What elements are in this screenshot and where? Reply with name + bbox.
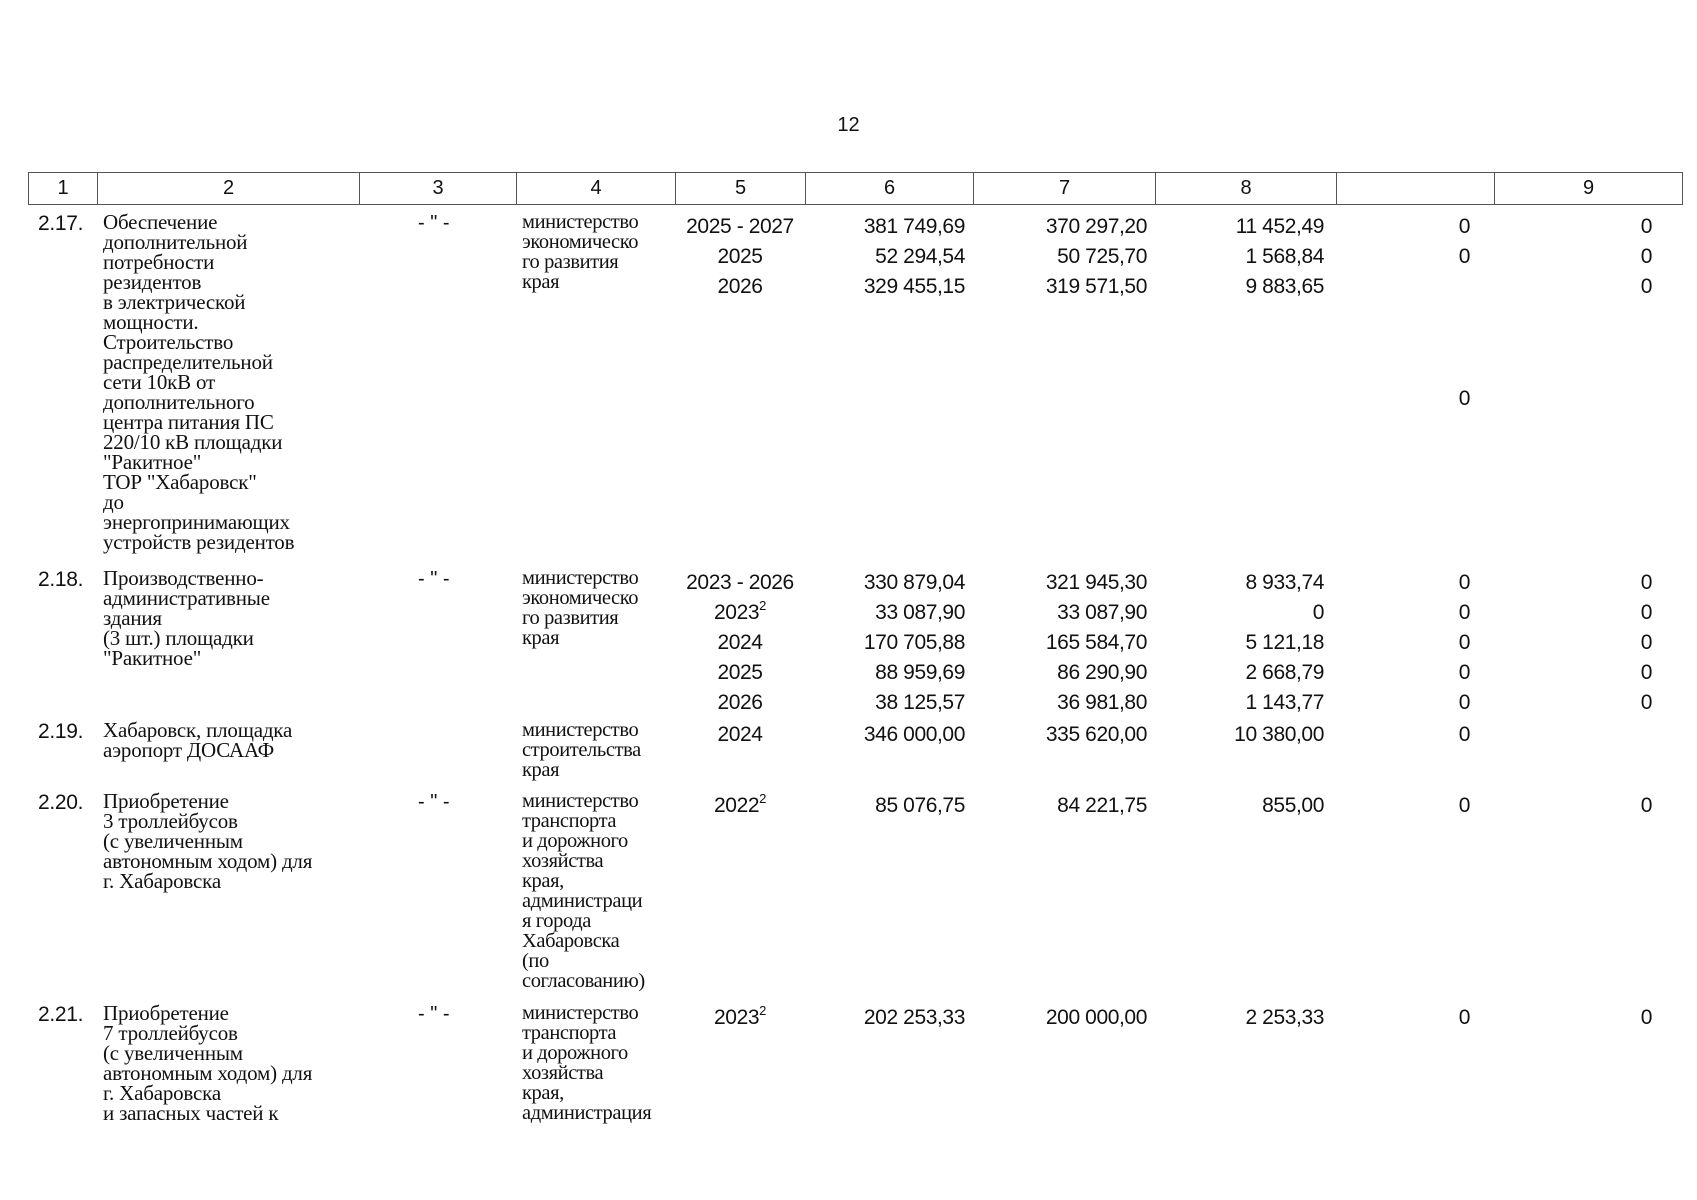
header-cell: 6 — [806, 173, 974, 205]
local-amount: 0 — [1458, 215, 1470, 238]
local-amount — [1340, 332, 1470, 362]
regional-amount: 11 452,49 — [1235, 215, 1324, 238]
year-value — [680, 791, 800, 821]
local-amount-column — [1340, 720, 1470, 750]
local-amount: 0 — [1458, 601, 1470, 624]
regional-amount: 2 668,79 — [1245, 661, 1324, 684]
regional-amount-column — [1160, 791, 1324, 821]
year-text: 2025 — [717, 661, 763, 684]
other-amount: 0 — [1640, 571, 1652, 594]
total-amount: 88 959,69 — [875, 661, 965, 684]
year-value — [680, 598, 800, 628]
federal-amount-column — [980, 212, 1147, 302]
header-cell: 8 — [1156, 173, 1337, 205]
year-footnote: 2 — [759, 791, 766, 806]
header-cell: 2 — [98, 173, 360, 205]
federal-amount: 33 087,90 — [1057, 601, 1147, 624]
federal-amount: 36 981,80 — [1057, 691, 1147, 714]
executor: - " - — [418, 568, 450, 590]
row-number: 2.18. — [38, 568, 84, 591]
year-text: 2023 — [714, 1006, 760, 1029]
header-cell: 3 — [360, 173, 517, 205]
year-footnote: 2 — [759, 598, 766, 613]
years-column — [680, 720, 800, 750]
other-amount — [1500, 720, 1652, 750]
total-amount: 202 253,33 — [863, 1006, 965, 1029]
other-amount: 0 — [1640, 691, 1652, 714]
executor: - " - — [418, 212, 450, 234]
years-column — [680, 212, 800, 302]
local-amount: 0 — [1458, 794, 1470, 817]
activity-name: Приобретение 3 троллейбусов (с увеличенным автономным ходом) для г. Хабаровска — [103, 789, 313, 893]
header-cell: 4 — [517, 173, 676, 205]
total-amount: 381 749,69 — [863, 215, 965, 238]
year-text: 2022 — [714, 794, 760, 817]
year-value — [680, 1003, 800, 1033]
total-amount: 85 076,75 — [875, 794, 965, 817]
federal-amount: 200 000,00 — [1045, 1006, 1147, 1029]
total-amount: 38 125,57 — [875, 691, 965, 714]
regional-amount: 9 883,65 — [1245, 275, 1324, 298]
local-amount: 0 — [1458, 691, 1470, 714]
header-cell: 9 — [1495, 173, 1683, 205]
federal-amount: 335 620,00 — [1045, 723, 1147, 746]
responsible-body: министерство строительства края — [522, 719, 641, 781]
other-amount: 0 — [1640, 601, 1652, 624]
local-amount: 0 — [1458, 631, 1470, 654]
total-amount-column — [810, 791, 965, 821]
total-amount: 330 879,04 — [863, 571, 965, 594]
other-amount: 0 — [1640, 1006, 1652, 1029]
header-cell: 1 — [29, 173, 98, 205]
regional-amount: 8 933,74 — [1245, 571, 1324, 594]
total-amount: 33 087,90 — [875, 601, 965, 624]
federal-amount: 370 297,20 — [1045, 215, 1147, 238]
year-text: 2025 — [717, 245, 763, 268]
other-amount: 0 — [1640, 631, 1652, 654]
other-amount-column — [1500, 212, 1652, 302]
regional-amount: 855,00 — [1262, 794, 1324, 817]
total-amount-column — [810, 720, 965, 750]
page-number: 12 — [837, 114, 860, 136]
year-text: 2023 — [714, 601, 760, 624]
federal-amount-column — [980, 1003, 1147, 1033]
federal-amount: 319 571,50 — [1045, 275, 1147, 298]
year-value — [680, 658, 800, 688]
regional-amount-column — [1160, 568, 1324, 718]
regional-amount: 0 — [1312, 601, 1324, 624]
responsible-body: министерство экономическо го развития края — [522, 567, 639, 649]
year-text: 2025 - 2027 — [686, 215, 794, 238]
responsible-body: министерство транспорта и дорожного хозяйства края, администрация — [522, 1002, 652, 1124]
year-text: 2023 - 2026 — [686, 571, 794, 594]
year-value — [680, 688, 800, 718]
other-amount: 0 — [1640, 245, 1652, 268]
total-amount-column — [810, 1003, 965, 1033]
year-value — [680, 242, 800, 272]
other-amount-column — [1500, 568, 1652, 718]
row-number: 2.17. — [38, 212, 84, 235]
local-amount — [1340, 302, 1470, 332]
regional-amount: 5 121,18 — [1245, 631, 1324, 654]
other-amount: 0 — [1640, 661, 1652, 684]
other-amount: 0 — [1640, 794, 1652, 817]
regional-amount-column — [1160, 720, 1324, 750]
total-amount: 329 455,15 — [863, 275, 965, 298]
year-footnote: 2 — [759, 1003, 766, 1018]
activity-name: Обеспечение дополнительной потребности резидентов в электрической мощности. Строительство распределительной сети 10кВ от дополнительного центра питания ПС 220/10 кВ площадки "Ракитное" ТОР "Хабаровск" до энергопринимающих устройств резидентов — [103, 210, 295, 554]
other-amount-column — [1500, 1003, 1652, 1033]
regional-amount: 10 380,00 — [1234, 723, 1324, 746]
federal-amount-column — [980, 720, 1147, 750]
responsible-body: министерство транспорта и дорожного хозяйства края, администраци я города Хабаровска (по согласованию) — [522, 790, 645, 992]
local-amount: 0 — [1458, 245, 1470, 268]
local-amount-column — [1340, 791, 1470, 821]
local-amount: 0 — [1458, 571, 1470, 594]
year-value — [680, 720, 800, 750]
row-number: 2.19. — [38, 720, 84, 743]
regional-amount-column — [1160, 1003, 1324, 1033]
federal-amount-column — [980, 568, 1147, 718]
local-amount-column — [1340, 568, 1470, 718]
executor: - " - — [418, 1003, 450, 1025]
regional-amount-column — [1160, 212, 1324, 302]
local-amount: 0 — [1458, 723, 1470, 746]
regional-amount: 1 568,84 — [1245, 245, 1324, 268]
other-amount: 0 — [1640, 215, 1652, 238]
year-value — [680, 272, 800, 302]
total-amount: 170 705,88 — [863, 631, 965, 654]
year-value — [680, 628, 800, 658]
federal-amount: 321 945,30 — [1045, 571, 1147, 594]
total-amount-column — [810, 212, 965, 302]
years-column — [680, 1003, 800, 1033]
local-amount — [1340, 272, 1470, 302]
year-value — [680, 568, 800, 598]
header-cell: 7 — [974, 173, 1156, 205]
federal-amount: 50 725,70 — [1057, 245, 1147, 268]
year-text: 2026 — [717, 691, 763, 714]
year-text: 2024 — [717, 723, 763, 746]
total-amount: 346 000,00 — [863, 723, 965, 746]
header-cell: 5 — [676, 173, 806, 205]
other-amount-column — [1500, 791, 1652, 821]
local-amount: 0 — [1458, 661, 1470, 684]
year-text: 2026 — [717, 275, 763, 298]
activity-name: Приобретение 7 троллейбусов (с увеличенным автономным ходом) для г. Хабаровска и запасных частей к — [103, 1001, 313, 1125]
years-column — [680, 791, 800, 821]
local-amount: 0 — [1458, 1006, 1470, 1029]
activity-name: Хабаровск, площадка аэропорт ДОСААФ — [103, 718, 293, 762]
year-text: 2024 — [717, 631, 763, 654]
row-number: 2.21. — [38, 1003, 84, 1026]
activity-name: Производственно- административные здания (3 шт.) площадки "Ракитное" — [103, 566, 270, 670]
federal-amount: 165 584,70 — [1045, 631, 1147, 654]
year-value — [680, 212, 800, 242]
federal-amount: 86 290,90 — [1057, 661, 1147, 684]
other-amount-column — [1500, 720, 1652, 750]
years-column — [680, 568, 800, 718]
total-amount-column — [810, 568, 965, 718]
other-amount: 0 — [1640, 275, 1652, 298]
federal-amount: 84 221,75 — [1057, 794, 1147, 817]
responsible-body: министерство экономическо го развития края — [522, 211, 639, 293]
local-amount-column — [1340, 1003, 1470, 1033]
local-amount: 0 — [1458, 387, 1470, 410]
regional-amount: 2 253,33 — [1245, 1006, 1324, 1029]
total-amount: 52 294,54 — [875, 245, 965, 268]
regional-amount: 1 143,77 — [1245, 691, 1324, 714]
local-amount-column — [1340, 212, 1470, 414]
row-number: 2.20. — [38, 791, 84, 814]
federal-amount-column — [980, 791, 1147, 821]
executor: - " - — [418, 791, 450, 813]
